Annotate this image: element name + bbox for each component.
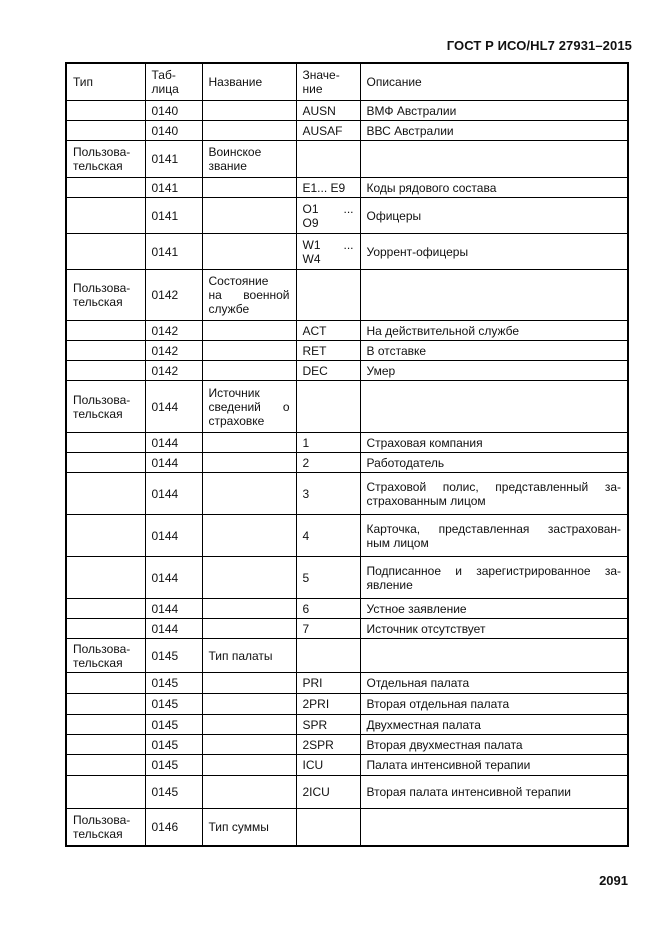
cell-line (303, 202, 354, 216)
cell-line: ВВС Австралии (366, 123, 454, 138)
cell-description (360, 381, 628, 433)
cell-type (66, 121, 145, 141)
cell-table (145, 599, 202, 619)
cell-line: Тип суммы (208, 819, 269, 834)
cell-type (66, 639, 145, 673)
cell-description (360, 141, 628, 178)
cell-line: Умер (366, 363, 396, 378)
cell-table (145, 673, 202, 694)
cell-line: Источник (208, 385, 260, 400)
cell-value (296, 755, 360, 776)
cell-description (360, 639, 628, 673)
value-start: O1 (302, 201, 319, 216)
cell-line: Работодатель (366, 455, 445, 470)
table-row (66, 599, 628, 619)
cell-table (145, 341, 202, 361)
cell-name (202, 473, 296, 515)
cell-value (296, 694, 360, 715)
cell-line: Карточка, представленная застрахован- (366, 521, 621, 536)
cell-table (145, 694, 202, 715)
cell-line: Воинское (208, 145, 262, 159)
table-row (66, 673, 628, 694)
cell-type (66, 715, 145, 735)
table-row (66, 694, 628, 715)
cell-line: 2 (302, 455, 310, 470)
cell-description (360, 557, 628, 599)
page-number: 2091 (599, 873, 628, 888)
cell-line: 0145 (151, 785, 179, 799)
table-row (66, 381, 628, 433)
cell-line: 3 (302, 486, 310, 501)
cell-type (66, 198, 145, 234)
table-row (66, 433, 628, 453)
cell-table (145, 809, 202, 846)
cell-line: Палата интенсивной терапии (366, 758, 531, 772)
cell-description (360, 321, 628, 341)
table-header-row (66, 63, 628, 101)
cell-name (202, 755, 296, 776)
cell-line: В отставке (366, 343, 427, 358)
cell-description (360, 234, 628, 270)
cell-description (360, 694, 628, 715)
table-row (66, 619, 628, 639)
cell-line: Пользова- (73, 812, 131, 827)
cell-type (66, 776, 145, 809)
table-row (66, 234, 628, 270)
header-type (66, 63, 145, 101)
cell-table (145, 141, 202, 178)
cell-table (145, 515, 202, 557)
cell-line: 0145 (151, 717, 179, 732)
cell-line: ВМФ Австралии (366, 103, 457, 118)
cell-value (296, 557, 360, 599)
cell-description (360, 673, 628, 694)
cell-type (66, 673, 145, 694)
cell-line: тельская (73, 406, 123, 421)
cell-description (360, 755, 628, 776)
cell-value (296, 735, 360, 755)
cell-line: явление (366, 577, 413, 592)
cell-description (360, 433, 628, 453)
cell-name (202, 694, 296, 715)
table-row (66, 121, 628, 141)
cell-description (360, 341, 628, 361)
cell-line: Пользова- (73, 392, 131, 407)
cell-line: 6 (302, 601, 310, 616)
cell-value (296, 361, 360, 381)
table-row (66, 557, 628, 599)
table-row (66, 178, 628, 198)
cell-type (66, 341, 145, 361)
cell-value (296, 198, 360, 234)
cell-type (66, 599, 145, 619)
cell-description (360, 809, 628, 846)
cell-line: 5 (302, 570, 310, 585)
table-row (66, 341, 628, 361)
cell-line: Состояние (208, 274, 269, 288)
table-row (66, 361, 628, 381)
cell-name (202, 673, 296, 694)
table-row (66, 735, 628, 755)
cell-type (66, 361, 145, 381)
cell-value (296, 619, 360, 639)
cell-name (202, 557, 296, 599)
cell-line: Пользова- (73, 641, 131, 656)
cell-value (296, 101, 360, 121)
cell-value (296, 473, 360, 515)
cell-line: Значе- (302, 68, 340, 82)
cell-value (296, 673, 360, 694)
cell-name (202, 715, 296, 735)
cell-table (145, 178, 202, 198)
cell-line: 0146 (151, 819, 179, 834)
cell-line: ICU (302, 758, 324, 772)
cell-line: 0142 (151, 323, 179, 338)
cell-name (202, 639, 296, 673)
cell-line: 0145 (151, 648, 179, 663)
cell-name (202, 381, 296, 433)
cell-line: Тип палаты (208, 648, 273, 663)
cell-value (296, 515, 360, 557)
value-ellipsis: ... (343, 237, 354, 252)
cell-line: Вторая двухместная палата (366, 737, 523, 752)
cell-table (145, 198, 202, 234)
cell-name (202, 101, 296, 121)
cell-line: Таб- (151, 68, 176, 82)
header-table (145, 63, 202, 101)
cell-line: Вторая отдельная палата (366, 697, 510, 711)
cell-description (360, 619, 628, 639)
cell-line: Двухместная палата (366, 717, 481, 732)
cell-name (202, 515, 296, 557)
cell-line (303, 238, 354, 252)
cell-table (145, 473, 202, 515)
cell-line: 2PRI (302, 697, 330, 711)
cell-table (145, 433, 202, 453)
table-row (66, 755, 628, 776)
cell-line: Тип (73, 75, 94, 89)
header-name (202, 63, 296, 101)
cell-line: Вторая палата интенсивной терапии (366, 785, 571, 799)
cell-line: 1 (302, 435, 310, 450)
cell-line: SPR (302, 717, 328, 732)
cell-line: Устное заявление (366, 601, 467, 616)
cell-type (66, 141, 145, 178)
cell-name (202, 599, 296, 619)
cell-name (202, 321, 296, 341)
cell-name (202, 234, 296, 270)
cell-type (66, 453, 145, 473)
cell-line: 0144 (151, 435, 179, 450)
table-row (66, 101, 628, 121)
cell-line: Название (208, 75, 263, 89)
cell-line: на военной (208, 288, 290, 302)
cell-line: Коды рядового состава (366, 180, 497, 195)
cell-name (202, 178, 296, 198)
cell-description (360, 473, 628, 515)
cell-line: 0142 (151, 363, 179, 378)
cell-description (360, 776, 628, 809)
cell-line: 0144 (151, 455, 179, 470)
cell-line: E1... E9 (302, 180, 346, 195)
cell-name (202, 619, 296, 639)
cell-name (202, 198, 296, 234)
cell-type (66, 735, 145, 755)
cell-description (360, 198, 628, 234)
cell-line: Пользова- (73, 281, 131, 295)
cell-line: 0141 (151, 244, 179, 259)
table-row (66, 473, 628, 515)
cell-type (66, 321, 145, 341)
cell-type (66, 755, 145, 776)
cell-name (202, 433, 296, 453)
cell-value (296, 639, 360, 673)
cell-line: ACT (302, 323, 327, 338)
cell-line: 0144 (151, 486, 179, 501)
cell-type (66, 809, 145, 846)
table-row (66, 453, 628, 473)
value-start: W1 (302, 237, 321, 252)
cell-description (360, 101, 628, 121)
cell-description (360, 361, 628, 381)
cell-line: 0145 (151, 758, 179, 772)
cell-name (202, 121, 296, 141)
cell-line: DEC (302, 363, 328, 378)
cell-value (296, 809, 360, 846)
cell-value (296, 178, 360, 198)
cell-value (296, 381, 360, 433)
cell-line: AUSN (302, 103, 336, 118)
cell-line: 0142 (151, 288, 179, 302)
table-row (66, 141, 628, 178)
cell-line: 0145 (151, 697, 179, 711)
table-row (66, 321, 628, 341)
cell-line: AUSAF (302, 123, 343, 138)
cell-description (360, 270, 628, 321)
cell-line: PRI (302, 676, 323, 690)
cell-line: 2ICU (302, 785, 330, 799)
cell-line: звание (208, 159, 247, 173)
cell-line: O9 (302, 215, 319, 230)
cell-line: лица (151, 82, 179, 96)
cell-table (145, 715, 202, 735)
cell-type (66, 515, 145, 557)
cell-line: тельская (73, 655, 123, 670)
cell-line: Страховой полис, представленный за- (366, 479, 621, 494)
cell-table (145, 735, 202, 755)
cell-line: 0140 (151, 103, 179, 118)
cell-table (145, 453, 202, 473)
cell-line: тельская (73, 295, 123, 309)
header-description (360, 63, 628, 101)
cell-line: 0141 (151, 180, 179, 195)
cell-value (296, 599, 360, 619)
cell-table (145, 381, 202, 433)
table-row (66, 715, 628, 735)
cell-table (145, 121, 202, 141)
value-ellipsis: ... (343, 201, 354, 216)
cell-description (360, 735, 628, 755)
cell-value (296, 341, 360, 361)
cell-name (202, 453, 296, 473)
cell-table (145, 557, 202, 599)
table-body (66, 101, 628, 846)
cell-table (145, 619, 202, 639)
cell-line: 0141 (151, 208, 179, 223)
code-table (65, 62, 629, 847)
cell-line: 0144 (151, 621, 179, 636)
cell-table (145, 776, 202, 809)
cell-line: Офицеры (366, 208, 422, 223)
document-header: ГОСТ Р ИСО/HL7 27931–2015 (446, 38, 632, 53)
cell-type (66, 234, 145, 270)
cell-line: тельская (73, 826, 123, 841)
cell-description (360, 715, 628, 735)
cell-line: 0145 (151, 676, 179, 690)
cell-name (202, 735, 296, 755)
cell-value (296, 321, 360, 341)
cell-line: сведений о (208, 399, 290, 414)
header-value (296, 63, 360, 101)
cell-type (66, 619, 145, 639)
cell-table (145, 639, 202, 673)
cell-description (360, 515, 628, 557)
cell-value (296, 270, 360, 321)
cell-description (360, 121, 628, 141)
table-row (66, 270, 628, 321)
table-row (66, 776, 628, 809)
cell-type (66, 557, 145, 599)
table-row (66, 809, 628, 846)
cell-line: 0140 (151, 123, 179, 138)
cell-line: Источник отсутствует (366, 621, 486, 636)
cell-line: На действительной службе (366, 323, 520, 338)
cell-type (66, 178, 145, 198)
cell-value (296, 234, 360, 270)
cell-table (145, 755, 202, 776)
cell-value (296, 141, 360, 178)
cell-type (66, 694, 145, 715)
cell-line: службе (208, 302, 250, 316)
cell-description (360, 178, 628, 198)
cell-type (66, 101, 145, 121)
cell-line: 0141 (151, 152, 179, 166)
cell-type (66, 270, 145, 321)
table-row (66, 515, 628, 557)
table-row (66, 639, 628, 673)
cell-name (202, 270, 296, 321)
cell-value (296, 121, 360, 141)
cell-name (202, 141, 296, 178)
cell-table (145, 321, 202, 341)
cell-line: 0144 (151, 601, 179, 616)
cell-line: Подписанное и зарегистрированное за- (366, 563, 621, 578)
cell-value (296, 715, 360, 735)
cell-line: 0144 (151, 570, 179, 585)
cell-value (296, 453, 360, 473)
table-row (66, 198, 628, 234)
cell-line: 0145 (151, 737, 179, 752)
cell-type (66, 381, 145, 433)
cell-table (145, 361, 202, 381)
cell-line: 4 (302, 528, 310, 543)
cell-table (145, 101, 202, 121)
cell-type (66, 473, 145, 515)
cell-line: ным лицом (366, 535, 429, 550)
cell-line: ние (302, 82, 323, 96)
cell-line: W4 (302, 251, 321, 266)
cell-name (202, 809, 296, 846)
cell-line: Уоррент-офицеры (366, 244, 469, 259)
cell-line: страховке (208, 413, 265, 428)
cell-type (66, 433, 145, 453)
cell-description (360, 453, 628, 473)
cell-line: Страховая компания (366, 435, 483, 450)
cell-value (296, 433, 360, 453)
cell-name (202, 341, 296, 361)
cell-line: RET (302, 343, 327, 358)
cell-line: 0144 (151, 399, 179, 414)
cell-line: 2SPR (302, 737, 334, 752)
cell-line: страхованным лицом (366, 493, 486, 508)
cell-name (202, 361, 296, 381)
cell-line: Описание (366, 75, 422, 89)
cell-line: 0142 (151, 343, 179, 358)
cell-table (145, 234, 202, 270)
cell-description (360, 599, 628, 619)
cell-line: 0144 (151, 528, 179, 543)
cell-line: Пользова- (73, 145, 131, 159)
cell-line: тельская (73, 159, 123, 173)
cell-line: 7 (302, 621, 310, 636)
cell-line: Отдельная палата (366, 676, 470, 690)
cell-value (296, 776, 360, 809)
cell-name (202, 776, 296, 809)
cell-table (145, 270, 202, 321)
